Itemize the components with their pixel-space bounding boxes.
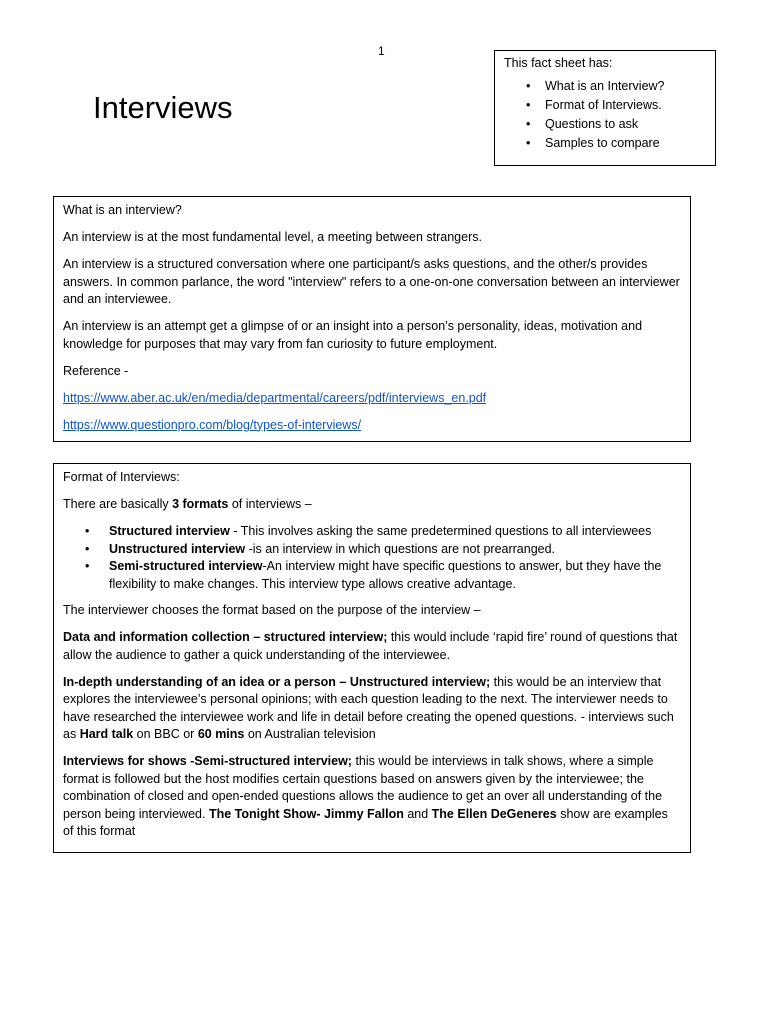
text-span: on BBC or xyxy=(133,727,198,741)
what-is-interview-box xyxy=(53,196,691,442)
text-span: this would include ‘rapid fire’ round of questions that allow the audience to gather a quick understanding of the interviewee. xyxy=(63,630,678,662)
text-span: and xyxy=(403,806,432,821)
format-of-interviews-box xyxy=(53,463,691,853)
fact-sheet-heading: This fact sheet has: xyxy=(504,56,613,70)
list-item: • What is an Interview? xyxy=(518,77,706,96)
bold-text: In-depth understanding of an idea or a person – Unstructured interview; xyxy=(63,674,491,689)
paragraph xyxy=(63,496,681,514)
text-span: of interviews – xyxy=(228,497,312,511)
text-span: this would be an interview that explores the interviewee’s personal opinions; with each question leading to the next. The interviewer needs to have researched the interviewee work and life in detail before creating the opened questions. - interviews such as xyxy=(63,674,674,741)
text-span: -is an interview in which questions are not prearranged. xyxy=(245,541,556,556)
reference-label: Reference - xyxy=(63,363,129,378)
bold-text: The Tonight Show- Jimmy Fallon xyxy=(208,806,404,821)
bold-text: The Ellen DeGeneres xyxy=(431,806,557,821)
paragraph xyxy=(63,629,681,664)
reference-link-aber[interactable]: https://www.aber.ac.uk/en/media/departmental/careers/pdf/interviews_en.pdf xyxy=(63,390,487,405)
page-title: Interviews xyxy=(93,90,233,125)
bold-text: Unstructured interview xyxy=(109,541,246,556)
bold-text: 3 formats xyxy=(172,497,229,511)
paragraph xyxy=(63,674,681,744)
text-span: - This involves asking the same predetermined questions to all interviewees xyxy=(229,524,652,538)
paragraph: An interview is an attempt get a glimpse of or an insight into a person’s personality, ideas, motivation and knowledge for purposes that may vary from fan curiosity to future employment. xyxy=(63,319,643,351)
format-types-list xyxy=(63,523,681,593)
text-span: -An interview might have specific questions to answer, but they have the flexibility to make changes. This interview type allows creative advantage. xyxy=(109,559,662,591)
list-item: • Format of Interviews. xyxy=(518,96,706,115)
paragraph: The interviewer chooses the format based on the purpose of the interview – xyxy=(63,603,481,617)
bold-text: Interviews for shows -Semi-structured interview; xyxy=(63,754,352,768)
text-span: show are examples of this format xyxy=(63,806,668,838)
list-item xyxy=(63,541,681,559)
fact-sheet-list xyxy=(504,77,706,153)
bold-text: Semi-structured interview xyxy=(109,559,263,573)
fact-sheet-box xyxy=(494,50,716,166)
bold-text: Hard talk xyxy=(79,727,134,741)
paragraph xyxy=(63,753,681,841)
text-span: on Australian television xyxy=(244,727,376,741)
paragraph: An interview is a structured conversation where one participant/s asks questions, and the other/s provides answers. In common parlance, the word "interview" refers to a one-on-one conversation between an interviewer and an interviewee. xyxy=(63,257,680,306)
bold-text: 60 mins xyxy=(197,727,245,741)
list-item xyxy=(63,558,681,593)
page-number: 1 xyxy=(378,44,385,58)
section-heading: What is an interview? xyxy=(63,203,182,217)
section-heading: Format of Interviews: xyxy=(63,470,180,484)
list-item xyxy=(63,523,681,541)
bold-text: Data and information collection – structured interview; xyxy=(63,630,388,644)
list-item: • Samples to compare xyxy=(518,134,706,153)
bold-text: Structured interview xyxy=(109,524,230,538)
list-item: • Questions to ask xyxy=(518,115,706,134)
text-span: There are basically xyxy=(63,497,173,511)
text-span: this would be interviews in talk shows, where a simple format is followed but the host modifies certain questions based on answers given by the interviewee; the combination of closed and open-ended questions allows the audience to get an over all understanding of the person being interviewed. xyxy=(63,754,663,821)
reference-link-questionpro[interactable]: https://www.questionpro.com/blog/types-of-interviews/ xyxy=(63,417,362,432)
paragraph: An interview is at the most fundamental level, a meeting between strangers. xyxy=(63,230,482,244)
